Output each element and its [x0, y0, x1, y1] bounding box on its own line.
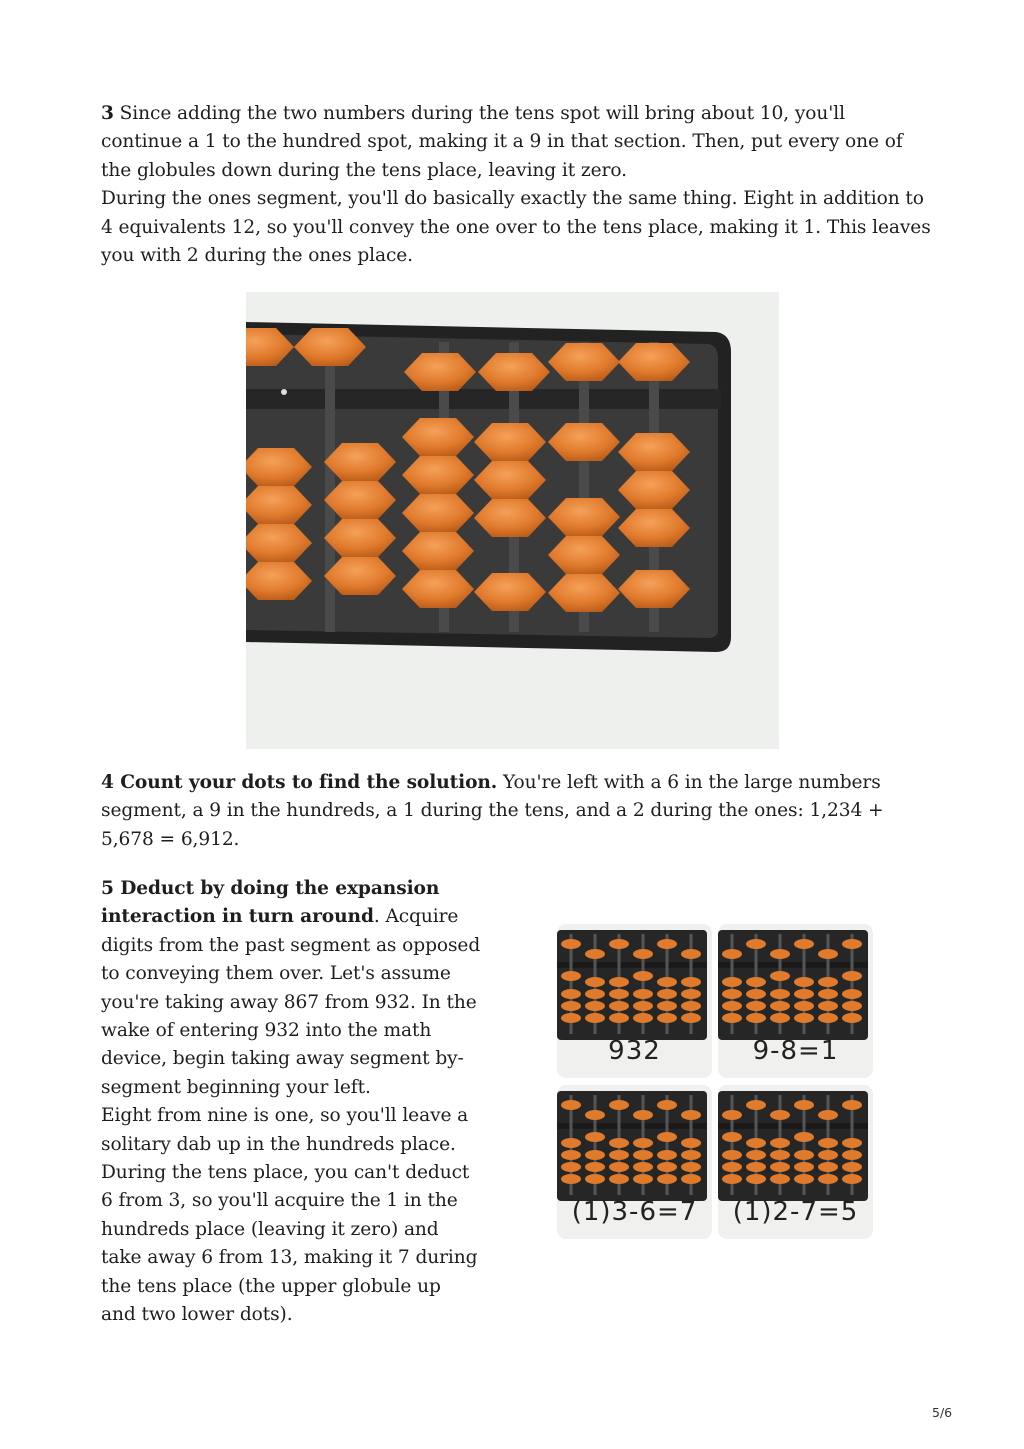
panel-label: (1)3-6=7	[571, 1197, 698, 1227]
step-3-text: Since adding the two numbers during the tens spot will bring about 10, you'll continue a 1 to the hundred spot, making it a 9 in that section. Then, put every one of the globules down during the tens place, leaving it zero.	[101, 103, 903, 181]
panel-3-6	[557, 1085, 712, 1239]
panel-label: 9-8=1	[752, 1036, 839, 1066]
subtraction-steps-figure	[557, 924, 873, 1240]
panel-932	[557, 924, 712, 1078]
panel-label: (1)2-7=5	[732, 1197, 859, 1227]
abacus-photo-6912	[246, 292, 779, 749]
step-3-text-continued: During the ones segment, you'll do basically exactly the same thing. Eight in addition to 4 equivalents 12, so you'll convey the one over to the tens place, making it 1. This leaves you with 2 during the ones place.	[101, 188, 931, 267]
page-number: 5/6	[932, 1405, 953, 1420]
panel-2-7	[718, 1085, 873, 1239]
step-5-text: . Acquire digits from the past segment as opposed to conveying them over. Let's assume you're taking away 867 from 932. In the wake of entering 932 into the math device, begin taking away segment by-segment beginning your left.	[101, 906, 481, 1098]
panel-9-8	[718, 924, 873, 1078]
panel-label: 932	[608, 1036, 661, 1066]
step-3-number: 3	[101, 103, 114, 124]
step-4-heading: 4 Count your dots to find the solution.	[101, 772, 498, 793]
step-5-paragraph	[101, 875, 481, 1330]
step-5-text-continued: Eight from nine is one, so you'll leave a solitary dab up in the hundreds place. During the tens place, you can't deduct 6 from 3, so you'll acquire the 1 in the hundreds place (leaving it zero) and take away 6 from 13, making it 7 during the tens place (the upper globule up and two lower dots).	[101, 1105, 478, 1326]
step-4-paragraph	[101, 769, 931, 854]
step-4-text: You're left with a 6 in the large numbers segment, a 9 in the hundreds, a 1 during the tens, and a 2 during the ones: 1,234 + 5,678 = 6,912.	[101, 772, 884, 850]
step-5-heading: 5 Deduct by doing the expansion interaction in turn around	[101, 878, 440, 928]
step-3-paragraph	[101, 100, 931, 270]
abacus-illustration	[246, 292, 779, 749]
abacus-rod	[325, 342, 335, 632]
